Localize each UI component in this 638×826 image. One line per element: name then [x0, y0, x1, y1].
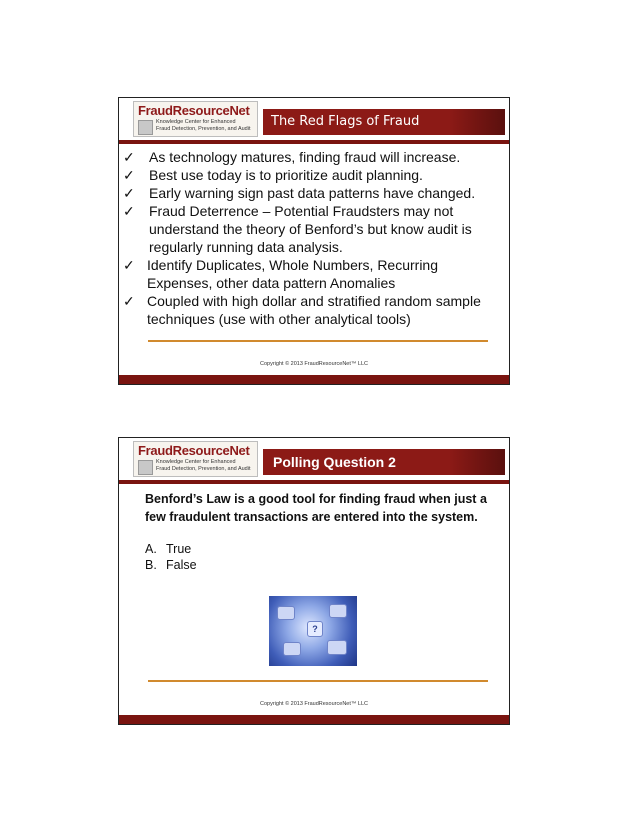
check-icon: ✓ [123, 257, 135, 273]
bullet-text: Early warning sign past data patterns have changed. [149, 185, 476, 201]
bullet-text: Fraud Deterrence – Potential Fraudsters may not understand the theory of Benford’s but know audit is regularly running data analysis. [149, 203, 472, 255]
logo-tagline-line-1: Knowledge Center for Enhanced [156, 119, 236, 125]
bullet-text: Coupled with high dollar and stratified random sample techniques (use with other analytical tools) [147, 293, 481, 327]
bullet-text: As technology matures, finding fraud will increase. [149, 149, 461, 165]
list-item [123, 184, 507, 202]
answer-option-a[interactable] [145, 541, 197, 557]
check-icon: ✓ [123, 293, 135, 309]
key-shape [283, 642, 301, 656]
logo-tagline-line-2: Fraud Detection, Prevention, and Audit [156, 466, 251, 473]
check-icon: ✓ [123, 167, 135, 183]
header-rule [119, 480, 509, 484]
slide-header [119, 438, 509, 480]
check-icon: ✓ [123, 203, 135, 219]
poll-question: Benford’s Law is a good tool for finding fraud when just a few fraudulent transactions are entered into the system. [145, 492, 487, 524]
bullet-text: Identify Duplicates, Whole Numbers, Recurring Expenses, other data pattern Anomalies [147, 257, 439, 291]
fraudresourcenet-logo [133, 441, 258, 477]
bullet-list [123, 148, 507, 328]
question-mark-key-icon: ? [307, 621, 323, 637]
bullet-text: Best use today is to prioritize audit planning. [149, 167, 423, 183]
slide-title: The Red Flags of Fraud [263, 109, 449, 135]
keyboard-question-key-icon [269, 596, 357, 666]
option-text: True [166, 542, 192, 556]
option-text: False [166, 558, 197, 572]
list-item [123, 166, 507, 184]
answer-options [145, 541, 197, 573]
copyright-notice: Copyright © 2013 FraudResourceNet™ LLC [260, 701, 368, 707]
list-item [123, 202, 507, 256]
key-shape [327, 640, 347, 655]
footer-bar [119, 375, 509, 384]
footer-bar [119, 715, 509, 724]
answer-option-b[interactable] [145, 557, 197, 573]
logo-name: FraudResourceNet [138, 443, 250, 458]
check-icon: ✓ [123, 149, 135, 165]
check-icon: ✓ [123, 185, 135, 201]
list-item [123, 148, 507, 166]
slide-red-flags [118, 97, 510, 385]
key-shape [329, 604, 347, 618]
logo-tagline-line-2: Fraud Detection, Prevention, and Audit [156, 126, 251, 133]
option-letter: B. [145, 558, 157, 572]
header-rule [119, 140, 509, 144]
slide-polling-question [118, 437, 510, 725]
gold-divider [148, 340, 488, 342]
logo-tagline-line-1: Knowledge Center for Enhanced [156, 459, 236, 465]
title-bar-gradient [449, 449, 505, 475]
option-letter: A. [145, 542, 157, 556]
list-item [123, 292, 507, 328]
list-item [123, 256, 507, 292]
key-shape [277, 606, 295, 620]
title-bar-gradient [449, 109, 505, 135]
logo-emblem-icon [138, 460, 153, 475]
logo-name: FraudResourceNet [138, 103, 250, 118]
logo-emblem-icon [138, 120, 153, 135]
slide-title: Polling Question 2 [263, 449, 449, 475]
gold-divider [148, 680, 488, 682]
slide-header [119, 98, 509, 140]
copyright-notice: Copyright © 2013 FraudResourceNet™ LLC [260, 361, 368, 367]
fraudresourcenet-logo [133, 101, 258, 137]
